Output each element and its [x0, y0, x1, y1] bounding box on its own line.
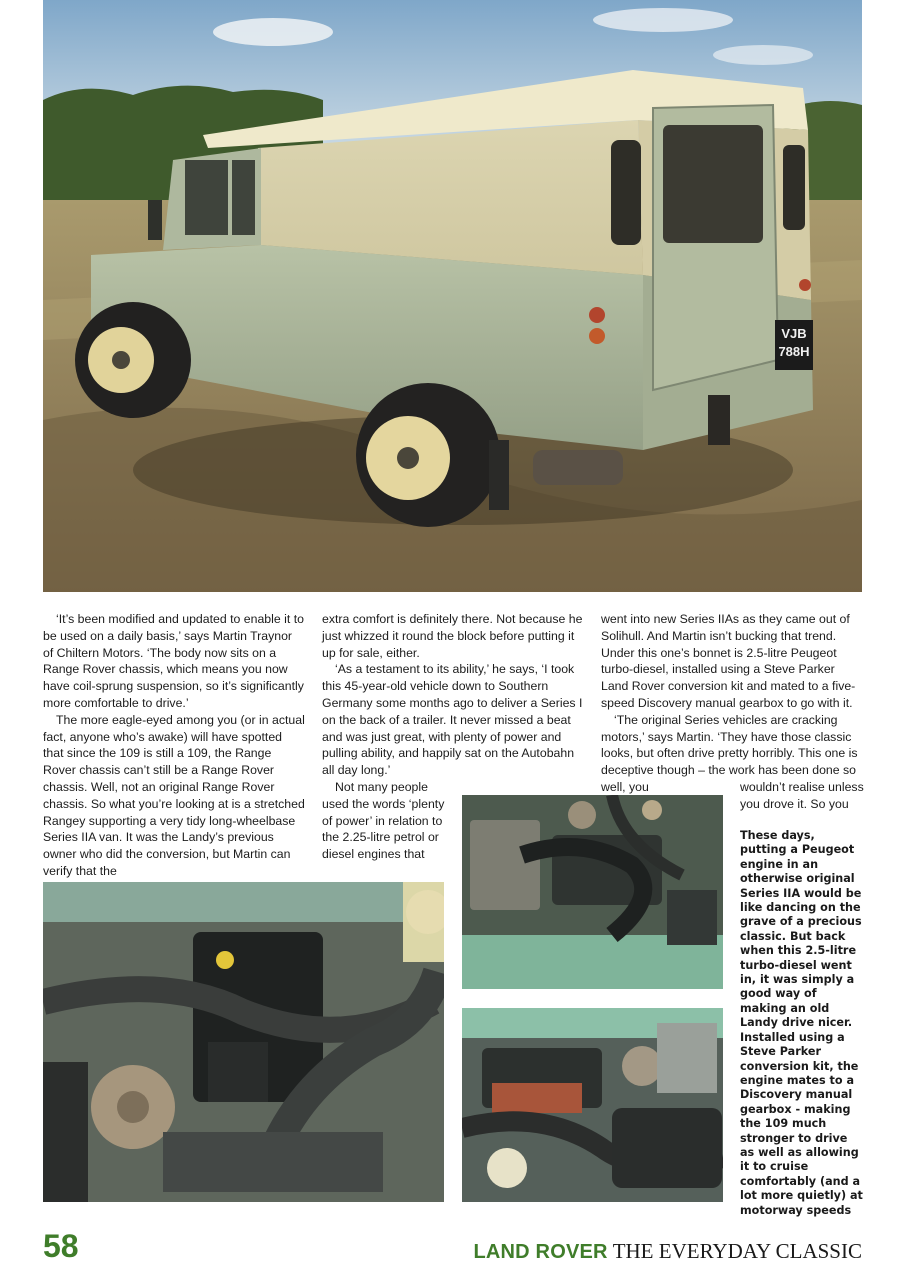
- article-column-1: [43, 611, 305, 880]
- article-column-2-narrow: [322, 779, 450, 863]
- article-column-3-narrow: [740, 779, 865, 813]
- paragraph: ‘The original Series vehicles are cracking motors,’ says Martin. ‘They have those classic looks, but often drive pretty horribly. This one is deceptive though – the work has been done so well, you: [601, 712, 858, 794]
- paragraph: went into new Series IIAs as they came out of Solihull. And Martin isn’t bucking that trend. Under this one’s bonnet is 2.5-litre Peugeot turbo-diesel, installed using a Steve Parker Land Rover conversion kit and mated to a five-speed Discovery manual gearbox to go with it.: [601, 612, 856, 710]
- engine-photo-large: [43, 882, 444, 1202]
- footer-brand-line: [473, 1238, 862, 1267]
- paragraph: ‘It’s been modified and updated to enable it to be used on a daily basis,’ says Martin Traynor of Chiltern Motors. ‘The body now sits on a Range Rover chassis, which means you now have coil-sprung suspension, so it’s significantly more comfortable to drive.’: [43, 612, 304, 710]
- land-rover-illustration: [43, 0, 862, 592]
- article-column-2: [322, 611, 584, 779]
- exhaust: [533, 450, 623, 485]
- photo-caption: These days, putting a Peugeot engine in an otherwise original Series IIA would be like dancing on the grave of a precious classic. But back when this 2.5-litre turbo-diesel went in, it was simply a good way of making an old Landy drive nicer. Installed using a Steve Parker conversion kit, the engine mates to a Discovery manual gearbox - making the 109 much stronger to drive as well as allowing it to cruise comfortably (and a lot more quietly) at motorway speeds: [740, 829, 863, 1217]
- plate-line-2: 788H: [778, 344, 810, 359]
- rear-door-window: [663, 125, 763, 243]
- article-column-3: [601, 611, 862, 796]
- footer-brand: LAND ROVER: [473, 1241, 608, 1263]
- page-number: 58: [43, 1228, 79, 1264]
- paragraph: extra comfort is definitely there. Not because he just whizzed it round the block before putting it up for sale, either.: [322, 612, 583, 660]
- footer-tagline: THE EVERYDAY CLASSIC: [612, 1239, 862, 1263]
- plate-line-1: VJB: [781, 326, 807, 341]
- paragraph: wouldn’t realise unless you drove it. So you: [740, 780, 864, 811]
- paragraph: The more eagle-eyed among you (or in actual fact, anyone who’s awake) will have spotted that since the 109 is still a 109, the Range Rover chassis can’t still be a Range Rover chassis. Well, not an original Range Rover chassis. So what you’re looking at is a stretched Rangey supporting a very tidy long-wheelbase Series IIA van. It was the Landy’s previous owner who did the conversion, but Martin can verify that the: [43, 712, 305, 878]
- hero-photo-land-rover-van: [43, 0, 862, 592]
- engine-photo-top: [462, 795, 723, 989]
- engine-photo-bottom: [462, 1008, 723, 1202]
- paragraph: Not many people used the words ‘plenty of power’ in relation to the 2.25-litre petrol or diesel engines that: [322, 780, 445, 862]
- paragraph: ‘As a testament to its ability,’ he says, ‘I took this 45-year-old vehicle down to Southern Germany some months ago to deliver a Series I on the back of a trailer. It never missed a beat and was just great, with plenty of power and pulling ability, and happily sat on the Autobahn all day long.’: [322, 662, 583, 778]
